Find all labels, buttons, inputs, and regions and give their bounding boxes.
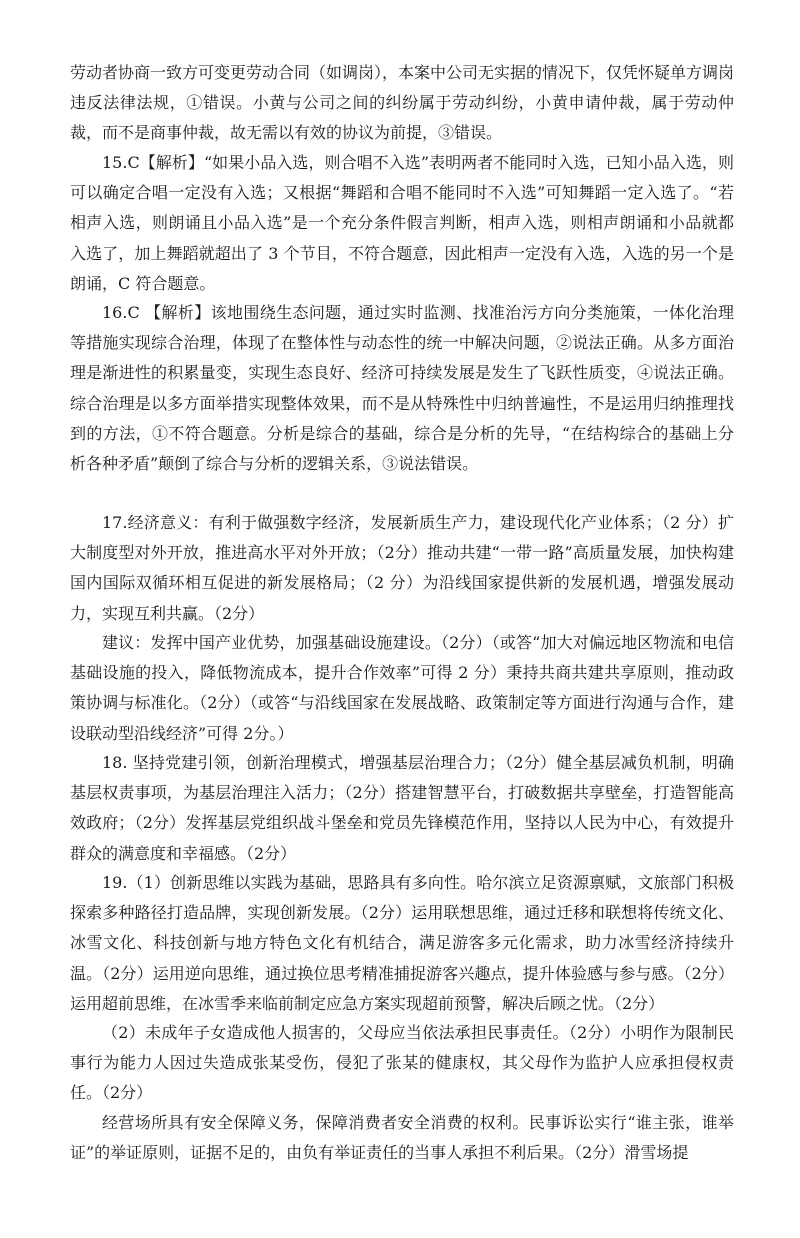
- answer-18: 18. 坚持党建引领，创新治理模式，增强基层治理合力；（2分）健全基层减负机制，明确基层权责事项，为基层治理注入活力；（2分）搭建智慧平台，打破数据共享壁垒，打造智能高效政府；（2分）发挥基层党组织战斗堡垒和党员先锋模范作用，坚持以人民为中心，有效提升群众的满意度和幸福感。（2分）: [70, 753, 734, 863]
- answer-19-part3: 经营场所具有安全保障义务，保障消费者安全消费的权利。民事诉讼实行“谁主张，谁举证”的举证原则，证据不足的，由负有举证责任的当事人承担不利后果。（2分）滑雪场提: [70, 1113, 734, 1163]
- answer-16: 16.C 【解析】该地围绕生态问题，通过实时监测、找准治污方向分类施策，一体化治理等措施实现综合治理，体现了在整体性与动态性的统一中解决问题，②说法正确。从多方面治理是渐进性的积累量变，实现生态良好、经济可持续发展是发生了飞跃性质变，④说法正确。综合治理是以多方面举措实现整体效果，而不是从特殊性中归纳普遍性，不是运用归纳推理找到的方法，①不符合题意。分析是综合的基础，综合是分析的先导，“在结构综合的基础上分析各种矛盾”颠倒了综合与分析的逻辑关系，③说法错误。: [70, 303, 734, 474]
- answer-15: 15.C【解析】“如果小品入选，则合唱不入选”表明两者不能同时入选，已知小品入选，则可以确定合唱一定没有入选；又根据“舞蹈和合唱不能同时不入选”可知舞蹈一定入选了。“若相声入选，则朗诵且小品入选”是一个充分条件假言判断，相声入选，则相声朗诵和小品就都入选了，加上舞蹈就超出了 3 个节目，不符合题意，因此相声一定没有入选，入选的另一个是朗诵，C 符合题意。: [70, 153, 734, 293]
- answer-19-part2: （2）未成年子女造成他人损害的，父母应当依法承担民事责任。（2分）小明作为限制民事行为能力人因过失造成张某受伤，侵犯了张某的健康权，其父母作为监护人应承担侵权责任。（2分）: [70, 1023, 734, 1103]
- answer-19-part1: 19.（1）创新思维以实践为基础，思路具有多向性。哈尔滨立足资源禀赋，文旅部门积极探索多种路径打造品牌，实现创新发展。（2分）运用联想思维，通过迁移和联想将传统文化、冰雪文化、科技创新与地方特色文化有机结合，满足游客多元化需求，助力冰雪经济持续升温。（2分）运用逆向思维，通过换位思考精准捕捉游客兴趣点，提升体验感与参与感。（2分）运用超前思维，在冰雪季来临前制定应急方案实现超前预警，解决后顾之忧。（2分）: [70, 873, 734, 1013]
- answer-17-suggestion: 建议：发挥中国产业优势，加强基础设施建设。（2分）（或答“加大对偏远地区物流和电信基础设施的投入，降低物流成本，提升合作效率”可得 2 分）秉持共商共建共享原则，推动政策协调与标准化。（2分）（或答“与沿线国家在发展战略、政策制定等方面进行沟通与合作，建设联动型沿线经济”可得 2分。）: [70, 633, 734, 743]
- paragraph-continuation: 劳动者协商一致方可变更劳动合同（如调岗），本案中公司无实据的情况下，仅凭怀疑单方调岗违反法律法规，①错误。小黄与公司之间的纠纷属于劳动纠纷，小黄申请仲裁，属于劳动仲裁，而不是商事仲裁，故无需以有效的协议为前提，③错误。: [70, 63, 735, 143]
- answer-17: 17.经济意义：有利于做强数字经济，发展新质生产力，建设现代化产业体系；（2 分）扩大制度型对外开放，推进高水平对外开放；（2分）推动共建“一带一路”高质量发展，加快构建国内国际双循环相互促进的新发展格局；（2 分）为沿线国家提供新的发展机遇，增强发展动力，实现互利共赢。（2分）: [70, 513, 734, 623]
